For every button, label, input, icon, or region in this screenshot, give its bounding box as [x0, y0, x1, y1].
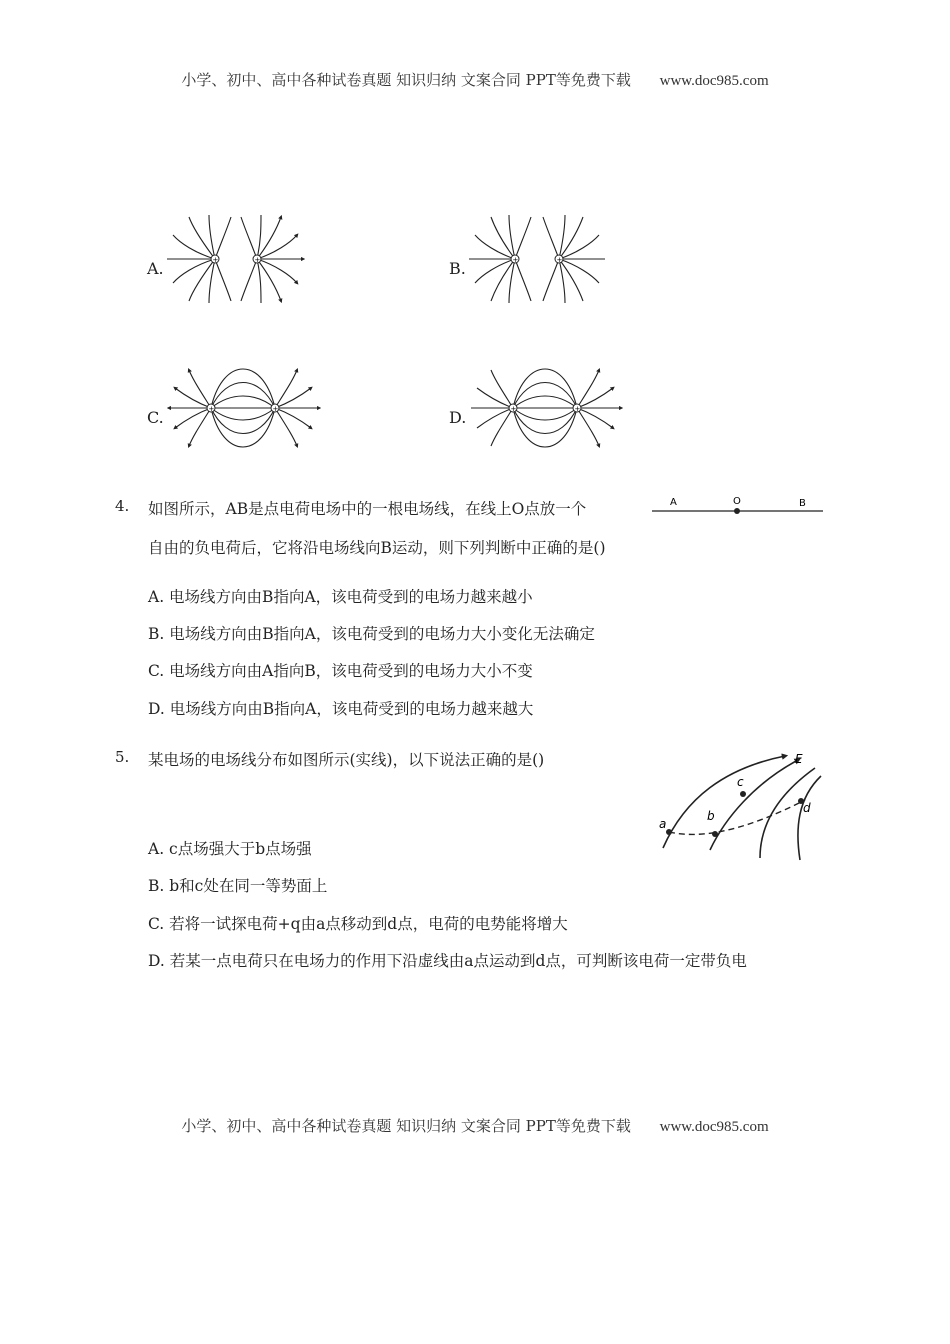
q5-option-c: C. 若将一试探电荷+q由a点移动到d点，电荷的电势能将增大 [148, 915, 568, 933]
q4-option-d: D. 电场线方向由B指向A，该电荷受到的电场力越来越大 [148, 700, 534, 718]
q4-field-line-figure [650, 490, 825, 520]
q5-label-c: c [737, 775, 744, 789]
question-number-5: 5. [115, 748, 130, 766]
page-header [0, 69, 950, 90]
page-footer [0, 1115, 950, 1136]
q4-stem-line1: 如图所示，AB是点电荷电场中的一根电场线，在线上O点放一个 [148, 500, 587, 518]
figure-label-b: B. [449, 259, 466, 278]
field-diagram-a [165, 213, 305, 305]
field-diagram-d [467, 362, 625, 454]
q5-field-figure [655, 748, 825, 863]
svg-text:+: + [254, 256, 261, 264]
q5-label-a: a [659, 817, 667, 831]
question-number-4: 4. [115, 497, 130, 515]
svg-text:+: + [272, 405, 279, 413]
footer-text: 小学、初中、高中各种试卷真题 知识归纳 文案合同 PPT等免费下载 [181, 1117, 631, 1135]
svg-text:+: + [510, 405, 517, 413]
header-text: 小学、初中、高中各种试卷真题 知识归纳 文案合同 PPT等免费下载 [181, 71, 631, 89]
q5-label-b: b [707, 809, 715, 823]
field-diagram-c [165, 362, 323, 454]
q5-option-a: A. c点场强大于b点场强 [148, 840, 312, 858]
q4-label-a: A [670, 497, 677, 508]
svg-text:+: + [512, 256, 519, 264]
q5-stem: 某电场的电场线分布如图所示(实线)，以下说法正确的是() [148, 751, 545, 769]
svg-text:+: + [574, 405, 581, 413]
q5-option-d: D. 若某一点电荷只在电场力的作用下沿虚线由a点运动到d点，可判断该电荷一定带负电 [148, 952, 747, 970]
svg-text:+: + [556, 256, 563, 264]
figure-label-c: C. [147, 408, 164, 427]
q5-option-b: B. b和c处在同一等势面上 [148, 877, 328, 895]
footer-url: www.doc985.com [659, 1119, 769, 1135]
q4-option-c: C. 电场线方向由A指向B，该电荷受到的电场力大小不变 [148, 662, 533, 680]
q4-option-a: A. 电场线方向由B指向A，该电荷受到的电场力越来越小 [148, 588, 533, 606]
q4-option-b: B. 电场线方向由B指向A，该电荷受到的电场力大小变化无法确定 [148, 625, 595, 643]
q4-label-o: O [733, 496, 741, 507]
q5-label-e: E [795, 752, 803, 766]
figure-label-a: A. [147, 259, 164, 278]
q4-label-b: B [799, 498, 806, 509]
svg-text:+: + [212, 256, 219, 264]
q4-stem-line2: 自由的负电荷后，它将沿电场线向B运动，则下列判断中正确的是() [148, 539, 606, 557]
figure-label-d: D. [449, 408, 467, 427]
header-url: www.doc985.com [659, 73, 769, 89]
svg-text:+: + [208, 405, 215, 413]
q5-label-d: d [803, 801, 811, 815]
field-diagram-b [467, 213, 607, 305]
